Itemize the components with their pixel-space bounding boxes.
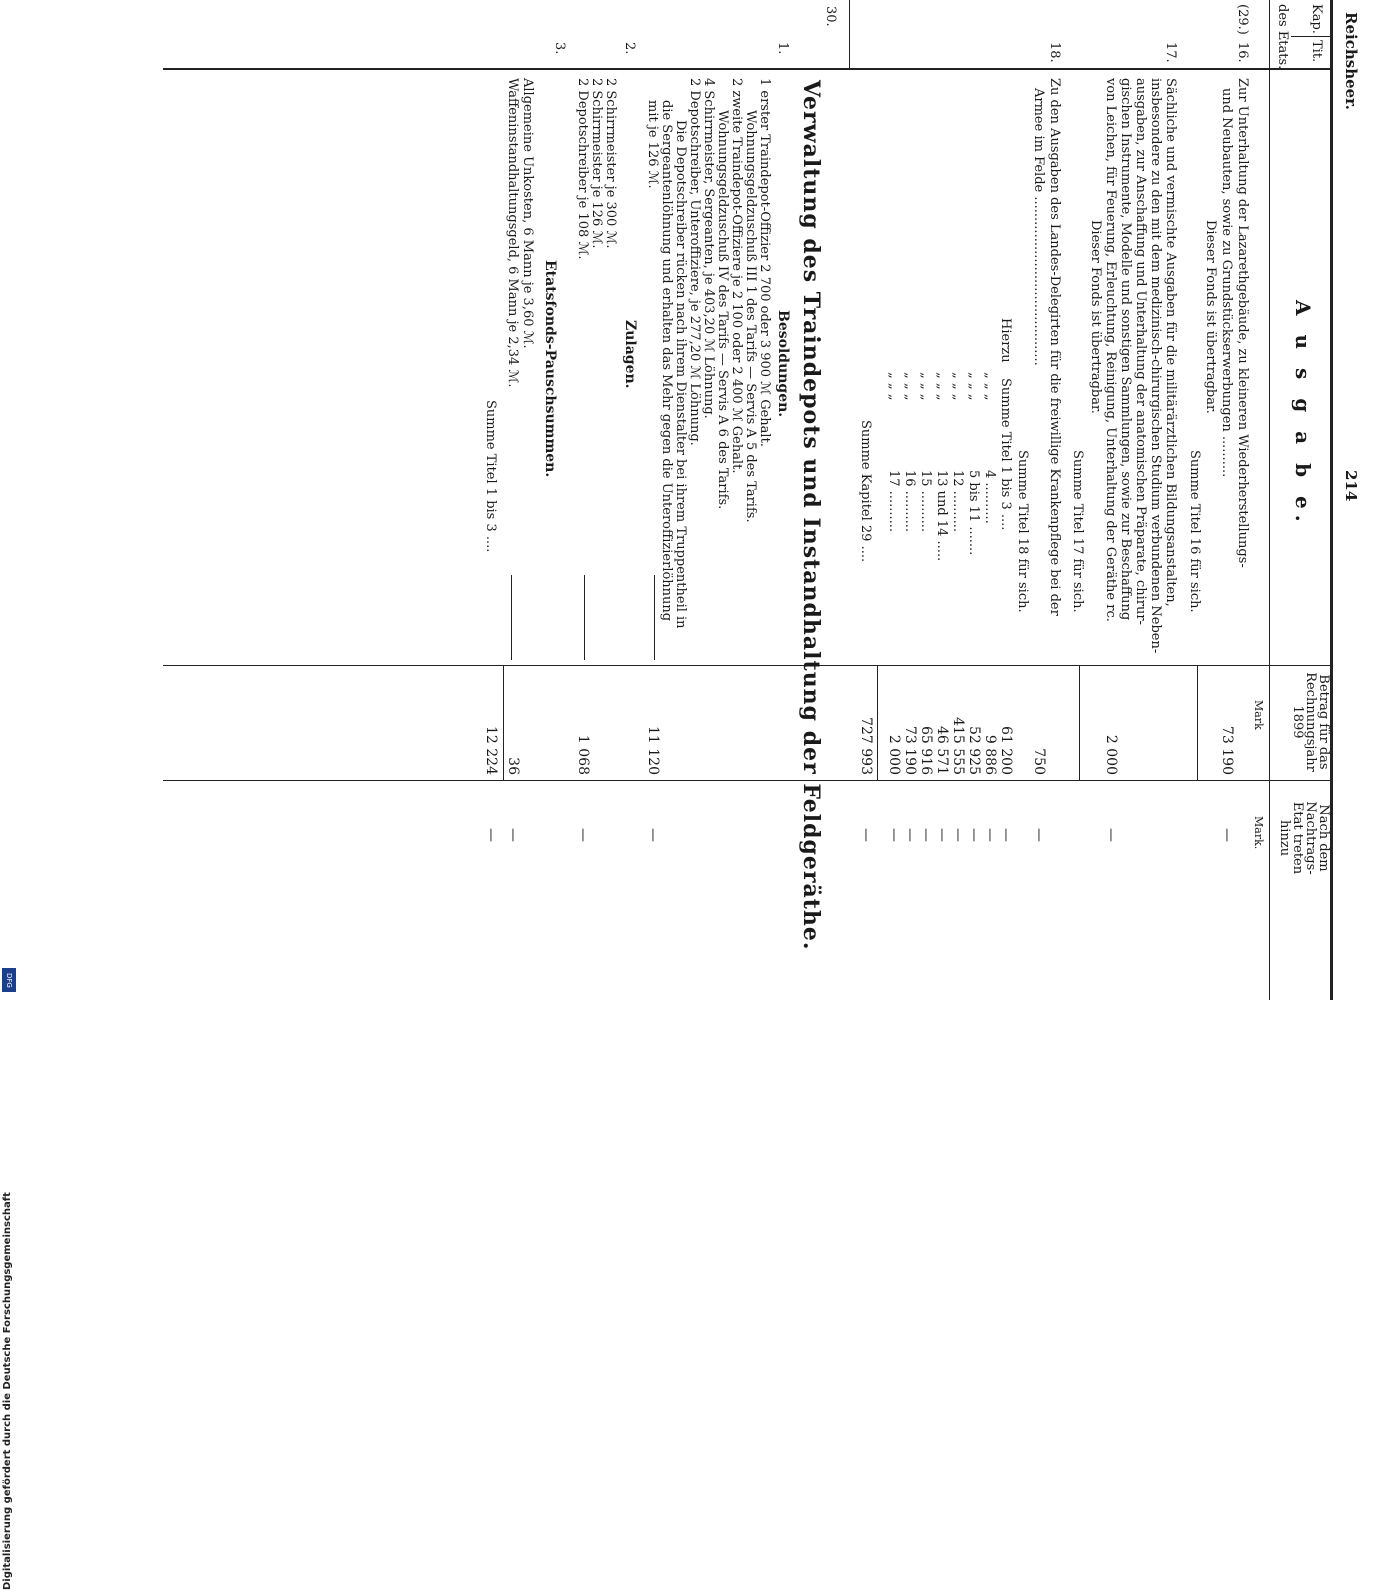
zulage-line: 2 Schirrmeister je 126 ℳ. <box>589 78 604 249</box>
tit-17-betrag: 2 000 <box>1103 734 1119 775</box>
page-number: 214 <box>1342 470 1360 502</box>
sum-18-label: Summe Titel 18 für sich. <box>1015 450 1030 613</box>
summary-row-betrag: 73 190 <box>902 726 918 775</box>
unit-mark-betrag: Mark <box>1252 700 1265 730</box>
summary-row-betrag: 415 555 <box>950 717 966 775</box>
rule <box>1079 665 1080 780</box>
summary-row-prefix: „ „ „ <box>950 372 965 401</box>
rule <box>584 575 585 660</box>
besoldung-line: mit je 126 ℳ. <box>645 100 660 189</box>
kap-29-label: (29.) <box>1235 4 1250 35</box>
summary-row-label: 13 und 14 ..... <box>934 470 949 562</box>
besoldungen-heading: Besoldungen. <box>775 310 791 418</box>
kap-29-sum-label: Summe Kapitel 29 .... <box>858 420 873 563</box>
kap-30-sum-label: Summe Titel 1 bis 3 .... <box>483 400 498 553</box>
besoldung-line: 4 Schirrmeister, Sergeanten, je 403,20 ℳ Löhnung. <box>701 78 716 419</box>
kap-30-sum-betrag: 12 224 <box>483 726 499 775</box>
etatsfonds-heading: Etatsfonds-Pauschsummen. <box>542 260 558 478</box>
tit-16-text: und Neubauten, sowie zu Grundstückserwerbungen .......... <box>1219 88 1234 478</box>
summary-row-prefix: „ „ „ <box>886 372 901 401</box>
tit-17-sum-label: Summe Titel 17 für sich. <box>1070 450 1085 613</box>
summary-row-betrag: 52 925 <box>966 726 982 775</box>
besoldung-line: 2 Depotschreiber, Unteroffiziere, je 277,20 ℳ Löhnung. <box>687 78 702 446</box>
summary-row-label: 4 .......... <box>982 470 997 524</box>
tit-3-label: 3. <box>552 42 567 55</box>
tit-1-nach: — <box>645 828 661 842</box>
tit-2-betrag: 1 068 <box>575 734 591 775</box>
tit-17-text: von Leichen, für Feuerung, Erleuchtung, Reinigung, Unterhaltung der Geräthe rc. <box>1103 78 1118 622</box>
column-divider-nach <box>163 780 1333 781</box>
tit-17-text: gischen Instrumente, Modelle und sonstigen Sammlungen, sowie zur Beschaffung <box>1118 78 1133 621</box>
summary-row-betrag: 9 886 <box>982 734 998 775</box>
tit-1-betrag: 11 120 <box>645 726 661 775</box>
tit-17-text: ausgaben, zur Anschaffung und Unterhaltung der anatomischen Präparate, chirur- <box>1133 78 1148 625</box>
summary-row-betrag: 2 000 <box>886 734 902 775</box>
kap-30-title: Verwaltung des Traindepots und Instandhaltung der Feldgeräthe. <box>798 80 824 951</box>
tit-18-nach: — <box>1031 828 1047 842</box>
summary-row-betrag: 65 916 <box>918 726 934 775</box>
tit-17-text: insbesondere zu den mit dem medizinisch-chirurgischen Studium verbundenen Neben- <box>1148 78 1163 654</box>
besoldung-line: 2 zweite Traindepot-Offiziere je 2 100 oder 2 400 ℳ Gehalt. <box>729 78 744 474</box>
tit-2-nach: — <box>575 828 591 842</box>
summary-row-nach: — <box>998 828 1014 842</box>
zulage-line: 2 Schirrmeister je 300 ℳ. <box>603 78 618 249</box>
besoldung-line: die Sergeantenlöhnung und erhalten das Mehr gegen die Unteroffizierlöhnung <box>659 100 674 622</box>
col-header-tit: Tit. <box>1309 40 1324 63</box>
besoldung-line: Die Depotschreiber rücken nach ihrem Dienstalter bei ihrem Truppentheil in <box>673 120 688 629</box>
tit-16-nach: — <box>1219 828 1235 842</box>
summary-row-nach: — <box>934 828 950 842</box>
kap-30-sum-nach: — <box>483 828 499 842</box>
tit-18-text: Zu den Ausgaben des Landes-Delegirten für die freiwillige Krankenpflege bei der <box>1047 78 1062 616</box>
summary-row-nach: — <box>886 828 902 842</box>
column-divider-betrag <box>163 665 1333 666</box>
summary-row-label: 5 bis 11 ....... <box>966 470 981 556</box>
tit-3-betrag: 36 <box>505 757 521 775</box>
rotated-page <box>160 0 1370 1000</box>
summary-row-nach: — <box>950 828 966 842</box>
tit-18-text: Armee im Felde ......................................... <box>1031 88 1046 366</box>
col-header-nachtrag: Nach dem Nachtrags-Etat treten hinzu <box>1277 801 1331 875</box>
tit-2-label: 2. <box>622 42 637 55</box>
summary-row-nach: — <box>982 828 998 842</box>
column-divider-kap-tit <box>1291 36 1333 37</box>
summary-row-prefix: „ „ „ <box>982 372 997 401</box>
zulagen-heading: Zulagen. <box>622 320 638 389</box>
tit-16-betrag: 73 190 <box>1219 726 1235 775</box>
rule <box>877 665 878 780</box>
pauschsumme-line: Allgemeine Unkosten, 6 Mann je 3,60 ℳ. <box>520 78 535 349</box>
zulage-line: 2 Depotschreiber je 108 ℳ. <box>575 78 590 260</box>
tit-17-label: 17. <box>1163 42 1178 63</box>
tit-18-betrag: 750 <box>1031 748 1047 775</box>
summary-row-nach: — <box>966 828 982 842</box>
digitization-note: Digitalisierung gefördert durch die Deutsche Forschungsgemeinschaft <box>2 1192 13 1590</box>
rule <box>1197 665 1198 780</box>
column-divider-kap <box>163 68 1333 70</box>
besoldung-line: 1 erster Traindepot-Offizier 2 700 oder 3 900 ℳ Gehalt. <box>757 78 772 447</box>
tit-17-nach: — <box>1103 828 1119 842</box>
summary-row-prefix: „ „ „ <box>934 372 949 401</box>
rule <box>511 575 512 660</box>
rule <box>654 575 655 660</box>
summary-row-label: Summe Titel 1 bis 3 .... <box>998 378 1013 531</box>
tit-16-text: Dieser Fonds ist übertragbar. <box>1203 220 1218 414</box>
besoldung-line: Wohnungsgeldzuschuß III 1 des Tarifs — Servis A 5 des Tarifs. <box>743 110 758 523</box>
rule <box>503 665 504 780</box>
header-bottom-rule <box>1269 0 1270 1000</box>
summary-row-prefix: „ „ „ <box>918 372 933 401</box>
summary-row-betrag: 61 200 <box>998 726 1014 775</box>
summary-row-label: 16 .......... <box>902 470 917 532</box>
col-header-betrag: Betrag für das Rechnungsjahr 1899 <box>1290 672 1331 772</box>
summary-row-label: 15 .......... <box>918 470 933 532</box>
summary-row-prefix: „ „ „ <box>966 372 981 401</box>
tit-17-text: Sächliche und vermischte Ausgaben für die militärärztlichen Bildungsanstalten, <box>1163 78 1178 607</box>
summary-row-nach: — <box>902 828 918 842</box>
dfg-logo: DFG <box>2 968 16 992</box>
summary-row-prefix: „ „ „ <box>902 372 917 401</box>
col-header-kap: Kap. <box>1309 4 1324 34</box>
kap-30-label: 30. <box>823 6 838 27</box>
tit-16-label: 16. <box>1235 42 1250 63</box>
tit-18-label: 18. <box>1047 42 1062 63</box>
summary-row-nach: — <box>918 828 934 842</box>
col-header-des-etats: des Etats. <box>1275 4 1290 70</box>
running-title: Reichsheer. <box>1342 12 1360 110</box>
tit-17-text: Dieser Fonds ist übertragbar. <box>1088 220 1103 414</box>
summary-row-prefix: Hierzu <box>998 318 1013 363</box>
rule <box>849 0 850 68</box>
tit-3-nach: — <box>505 828 521 842</box>
kap-29-sum-nach: — <box>858 828 874 842</box>
unit-mark-nach: Mark. <box>1252 816 1265 850</box>
summary-row-betrag: 46 571 <box>934 726 950 775</box>
tit-1-label: 1. <box>775 42 790 55</box>
tit-16-sum-label: Summe Titel 16 für sich. <box>1187 450 1202 613</box>
tit-16-text: Zur Unterhaltung der Lazarethgebäude, zu kleineren Wiederherstellungs- <box>1235 78 1250 568</box>
summary-row-label: 12 .......... <box>950 470 965 532</box>
col-header-ausgabe: A u s g a b e. <box>1291 300 1315 528</box>
kap-29-sum-betrag: 727 993 <box>858 717 874 775</box>
summary-row-label: 17 .......... <box>886 470 901 532</box>
pauschsumme-line: Waffeninstandhaltungsgeld, 6 Mann je 2,34 ℳ. <box>505 78 520 388</box>
besoldung-line: Wohnungsgeldzuschuß IV des Tarifs — Servis A 6 des Tarifs. <box>715 110 730 510</box>
